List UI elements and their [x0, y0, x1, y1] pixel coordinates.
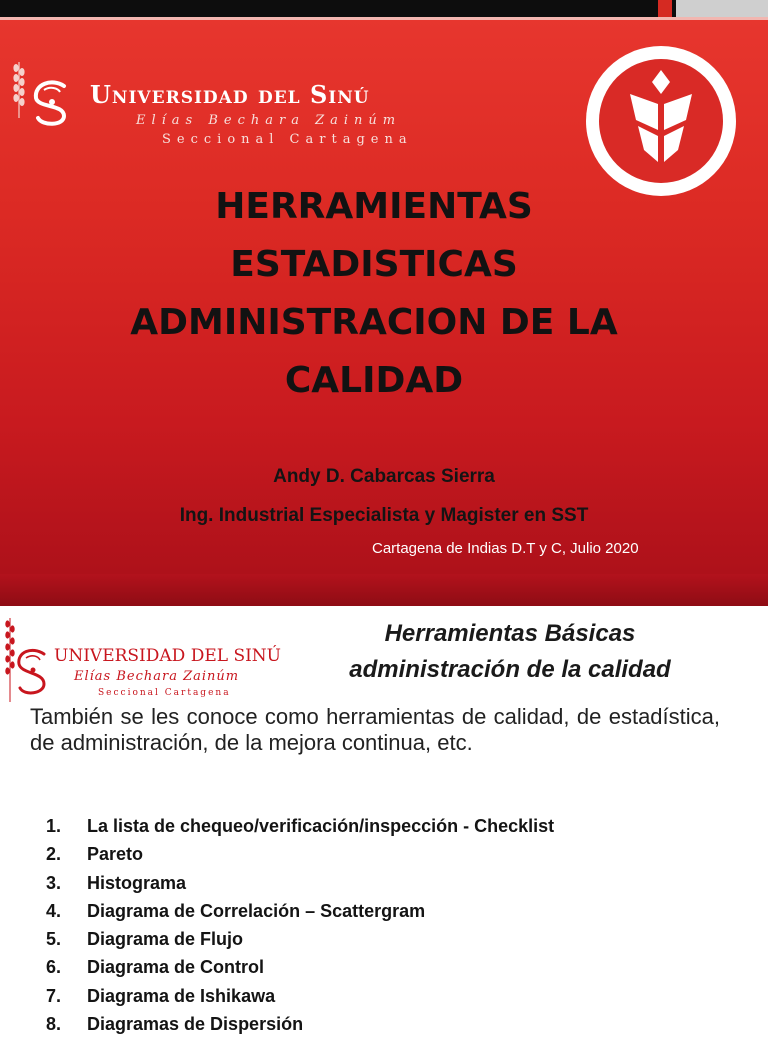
list-item-number: 1. [46, 816, 62, 836]
list-item-text: Diagrama de Correlación – Scattergram [87, 900, 426, 921]
university-branch: Seccional Cartagena [98, 688, 231, 698]
presentation-title [60, 178, 688, 410]
university-branch: Seccional Cartagena [162, 132, 413, 147]
author-role: Ing. Industrial Especialista y Magister en SST [179, 505, 589, 526]
list-item [46, 925, 726, 953]
list-item-text: Diagrama de Flujo [87, 929, 244, 950]
university-subtitle: Elías Bechara Zainúm [74, 669, 240, 684]
tools-list [46, 812, 726, 1038]
university-subtitle: Elías Bechara Zainúm [136, 113, 402, 128]
list-item [46, 1010, 726, 1038]
list-item-text: Diagrama de Control [87, 957, 265, 978]
list-item-number: 7. [46, 985, 62, 1006]
place-date: Cartagena de Indias D.T y C, Julio 2020 [372, 540, 639, 557]
slide-title-line: Herramientas Básicas [384, 620, 636, 647]
intro-paragraph: También se les conoce como herramientas de calidad, de estadística, de administración, de la mejora continua, etc. [30, 704, 720, 755]
top-bar-grey-block [676, 0, 768, 17]
bottom-band [0, 574, 768, 606]
list-item-text: Pareto [87, 844, 144, 865]
list-item [46, 812, 726, 840]
wheat-icon [12, 58, 26, 120]
list-item [46, 953, 726, 981]
slide-title [300, 616, 720, 688]
list-item [46, 982, 726, 1010]
list-item [46, 869, 726, 897]
top-bar-underline [0, 17, 768, 20]
top-bar-accent [658, 0, 672, 17]
list-item-number: 4. [46, 900, 62, 921]
author-name: Andy D. Cabarcas Sierra [273, 466, 495, 487]
university-emblem-icon [30, 78, 76, 128]
title-line: HERRAMIENTAS [215, 186, 533, 227]
list-item-number: 3. [46, 872, 62, 893]
university-name: Universidad del Sinú [90, 80, 370, 109]
list-item-text: Histograma [87, 872, 187, 893]
list-item [46, 840, 726, 868]
university-name: UNIVERSIDAD DEL SINÚ [54, 646, 282, 666]
title-line: CALIDAD [284, 360, 464, 401]
list-item-number: 2. [46, 844, 62, 865]
sprout-logo-icon [586, 46, 736, 196]
title-line: ADMINISTRACION DE LA [130, 302, 618, 343]
top-bar [0, 0, 768, 17]
content-slide [0, 606, 768, 1035]
list-item-number: 8. [46, 1014, 62, 1035]
title-line: ESTADISTICAS [230, 244, 518, 285]
university-emblem-icon [14, 646, 54, 698]
list-item-text: La lista de chequeo/verificación/inspección - Checklist [87, 816, 555, 836]
list-item-number: 6. [46, 957, 62, 978]
list-item-number: 5. [46, 929, 62, 950]
slide-title-line: administración de la calidad [349, 656, 671, 683]
list-item-text: Diagramas de Dispersión [87, 1014, 304, 1035]
list-item-text: Diagrama de Ishikawa [87, 985, 276, 1006]
institutional-logo [586, 46, 736, 196]
list-item [46, 897, 726, 925]
